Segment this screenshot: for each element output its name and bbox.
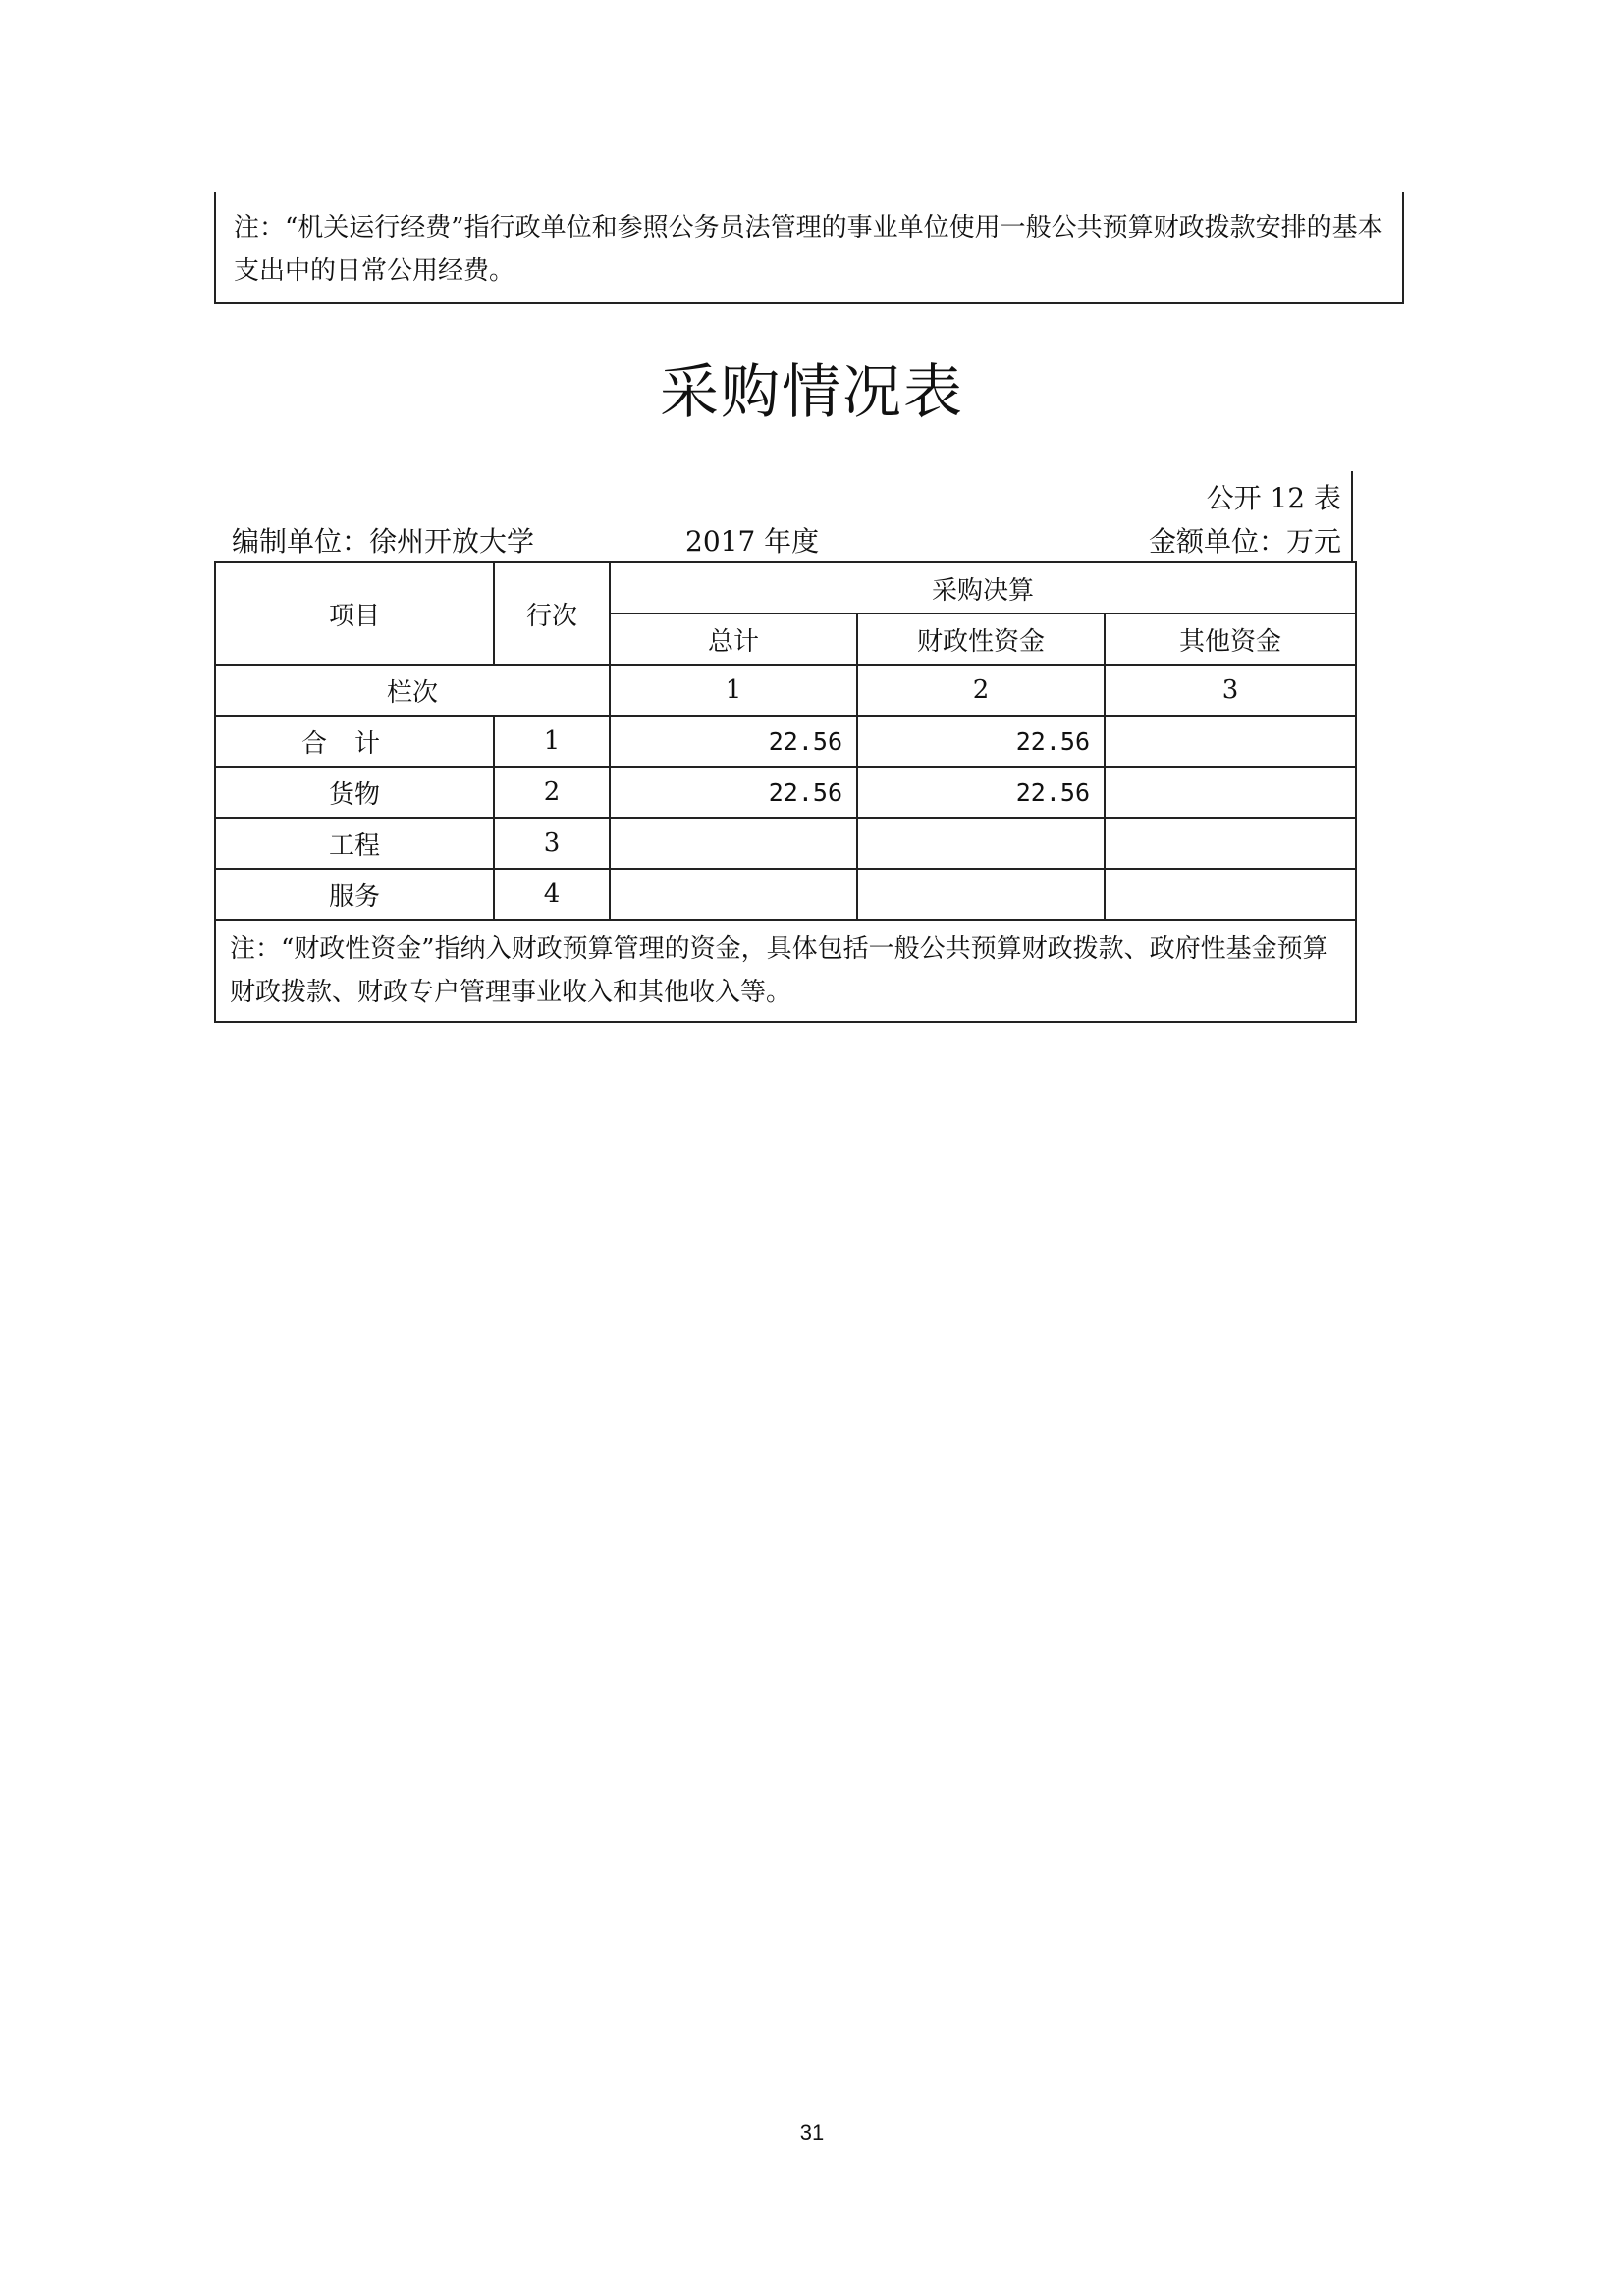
header-row-1 [215,562,1356,614]
row-item: 工程 [215,818,494,869]
header-fiscal: 财政性资金 [857,614,1105,665]
row-total: 22.56 [610,767,857,818]
table-row [215,767,1356,818]
column-index-3: 3 [1105,665,1356,716]
row-no: 1 [494,716,610,767]
column-index-2: 2 [857,665,1105,716]
row-total [610,818,857,869]
row-other [1105,818,1356,869]
row-total: 22.56 [610,716,857,767]
header-total: 总计 [610,614,857,665]
page-number: 31 [799,2120,825,2145]
row-no: 4 [494,869,610,920]
header-item: 项目 [215,562,494,665]
table-note: 注：“财政性资金”指纳入财政预算管理的资金，具体包括一般公共预算财政拨款、政府性基金预算财政拨款、财政专户管理事业收入和其他收入等。 [215,920,1356,1022]
table-row [215,818,1356,869]
row-fiscal [857,869,1105,920]
column-index-label: 栏次 [215,665,610,716]
table-row [215,869,1356,920]
row-other [1105,767,1356,818]
table-row [215,716,1356,767]
top-note-box [214,192,1404,304]
header-other: 其他资金 [1105,614,1356,665]
row-no: 2 [494,767,610,818]
sheet-number: 公开 12 表 [1206,482,1341,514]
procurement-table [214,561,1357,1023]
row-other [1105,869,1356,920]
row-item: 合计 [215,716,494,767]
row-total [610,869,857,920]
amount-unit: 金额单位：万元 [1148,525,1341,558]
compiling-unit: 编制单位：徐州开放大学 [232,525,535,558]
row-no: 3 [494,818,610,869]
table-note-row [215,920,1356,1022]
header-group: 采购决算 [610,562,1356,614]
row-item: 服务 [215,869,494,920]
column-index-row [215,665,1356,716]
row-fiscal [857,818,1105,869]
row-other [1105,716,1356,767]
row-item: 货物 [215,767,494,818]
row-fiscal: 22.56 [857,767,1105,818]
column-index-1: 1 [610,665,857,716]
fiscal-year: 2017 年度 [685,525,820,558]
page-title: 采购情况表 [660,358,964,427]
row-fiscal: 22.56 [857,716,1105,767]
top-note-text: 注：“机关运行经费”指行政单位和参照公务员法管理的事业单位使用一般公共预算财政拨款安排的基本支出中的日常公用经费。 [234,213,1383,286]
table-meta [214,471,1353,561]
header-row-no: 行次 [494,562,610,665]
